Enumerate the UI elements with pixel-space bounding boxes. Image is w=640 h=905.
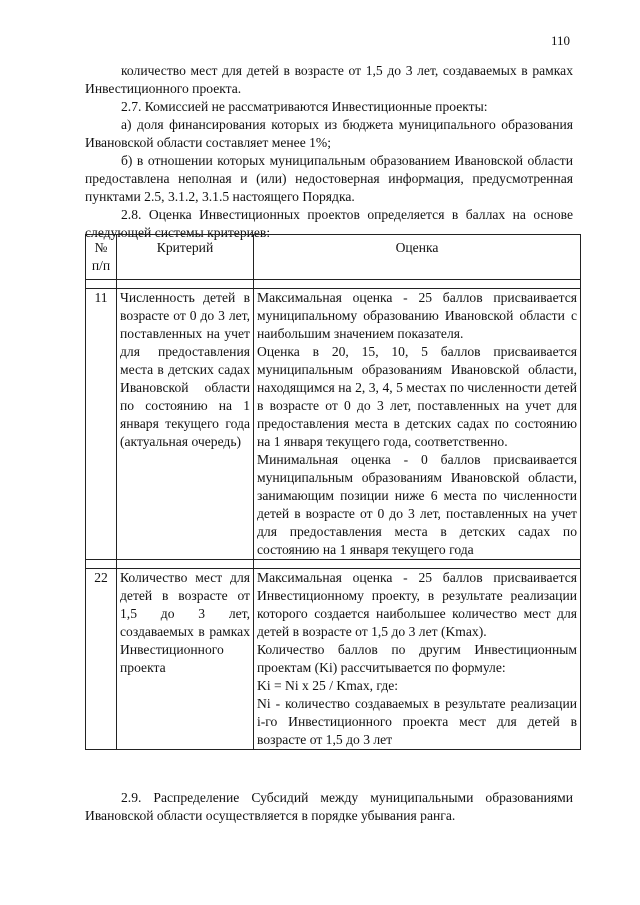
row-score <box>254 569 581 750</box>
row-criterion: Численность детей в возрасте от 0 до 3 лет, поставленных на учет для предоставления места в детских садах Ивановской области по состоянию на 1 января текущего года (актуальная очередь) <box>117 289 254 560</box>
page-number: 110 <box>550 33 570 48</box>
header-number: № п/п <box>86 235 117 280</box>
header-criterion: Критерий <box>117 235 254 280</box>
score-paragraph: Ki = Ni x 25 / Kmax, где: <box>257 678 399 693</box>
table-row <box>86 289 581 560</box>
intro-paragraph-1: количество мест для детей в возрасте от 1,5 до 3 лет, создаваемых в рамках Инвестиционного проекта. <box>85 63 573 96</box>
header-score: Оценка <box>254 235 581 280</box>
row-number: 11 <box>86 289 117 560</box>
row-number: 22 <box>86 569 117 750</box>
table-header-row <box>86 235 581 280</box>
footer-text <box>85 789 573 825</box>
score-paragraph: Максимальная оценка - 25 баллов присваивается Инвестиционному проекту, в результате реализации которого создается наибольшее количество мест для детей в возрасте от 1,5 до 3 лет (Kmax). <box>257 570 577 639</box>
footer-paragraph-1: 2.9. Распределение Субсидий между муниципальными образованиями Ивановской области осуществляется в порядке убывания ранга. <box>85 790 573 823</box>
score-paragraph: Максимальная оценка - 25 баллов присваивается муниципальному образованию Ивановской области с наибольшим значением показателя. <box>257 290 577 341</box>
intro-paragraph-4: б) в отношении которых муниципальным образованием Ивановской области предоставлена неполная и (или) недостоверная информация, предусмотренная пунктами 2.5, 3.1.2, 3.1.5 настоящего Порядка. <box>85 153 573 204</box>
score-paragraph: Количество баллов по другим Инвестиционным проектам (Ki) рассчитывается по формуле: <box>257 642 577 675</box>
score-paragraph: Оценка в 20, 15, 10, 5 баллов присваивается муниципальным образованиям Ивановской области, находящимся на 2, 3, 4, 5 местах по численности детей в возрасте от 0 до 3 лет, поставленных на учет для предоставления места в детских садах по состоянию на 1 января текущего года, соответственно. <box>257 344 577 449</box>
table-spacer-row <box>86 560 581 569</box>
score-paragraph: Минимальная оценка - 0 баллов присваивается муниципальным образованиям Ивановской области, занимающим позиции ниже 6 места по численности детей в возрасте от 0 до 3 лет, поставленных на учет для предоставления места в детских садах по состоянию на 1 января текущего года <box>257 452 577 557</box>
intro-paragraph-3: а) доля финансирования которых из бюджета муниципального образования Ивановской области составляет менее 1%; <box>85 117 573 150</box>
intro-paragraph-2: 2.7. Комиссией не рассматриваются Инвестиционные проекты: <box>121 99 488 114</box>
table-row <box>86 569 581 750</box>
intro-text <box>85 62 573 242</box>
row-criterion: Количество мест для детей в возрасте от 1,5 до 3 лет, создаваемых в рамках Инвестиционного проекта <box>117 569 254 750</box>
criteria-table <box>85 234 581 750</box>
intro-paragraph-5: 2.8. Оценка Инвестиционных проектов определяется в баллах на основе следующей системы критериев: <box>85 207 573 240</box>
table-spacer-row <box>86 280 581 289</box>
score-paragraph: Ni - количество создаваемых в результате реализации i-го Инвестиционного проекта мест для детей в возрасте от 1,5 до 3 лет <box>257 696 577 747</box>
row-score <box>254 289 581 560</box>
